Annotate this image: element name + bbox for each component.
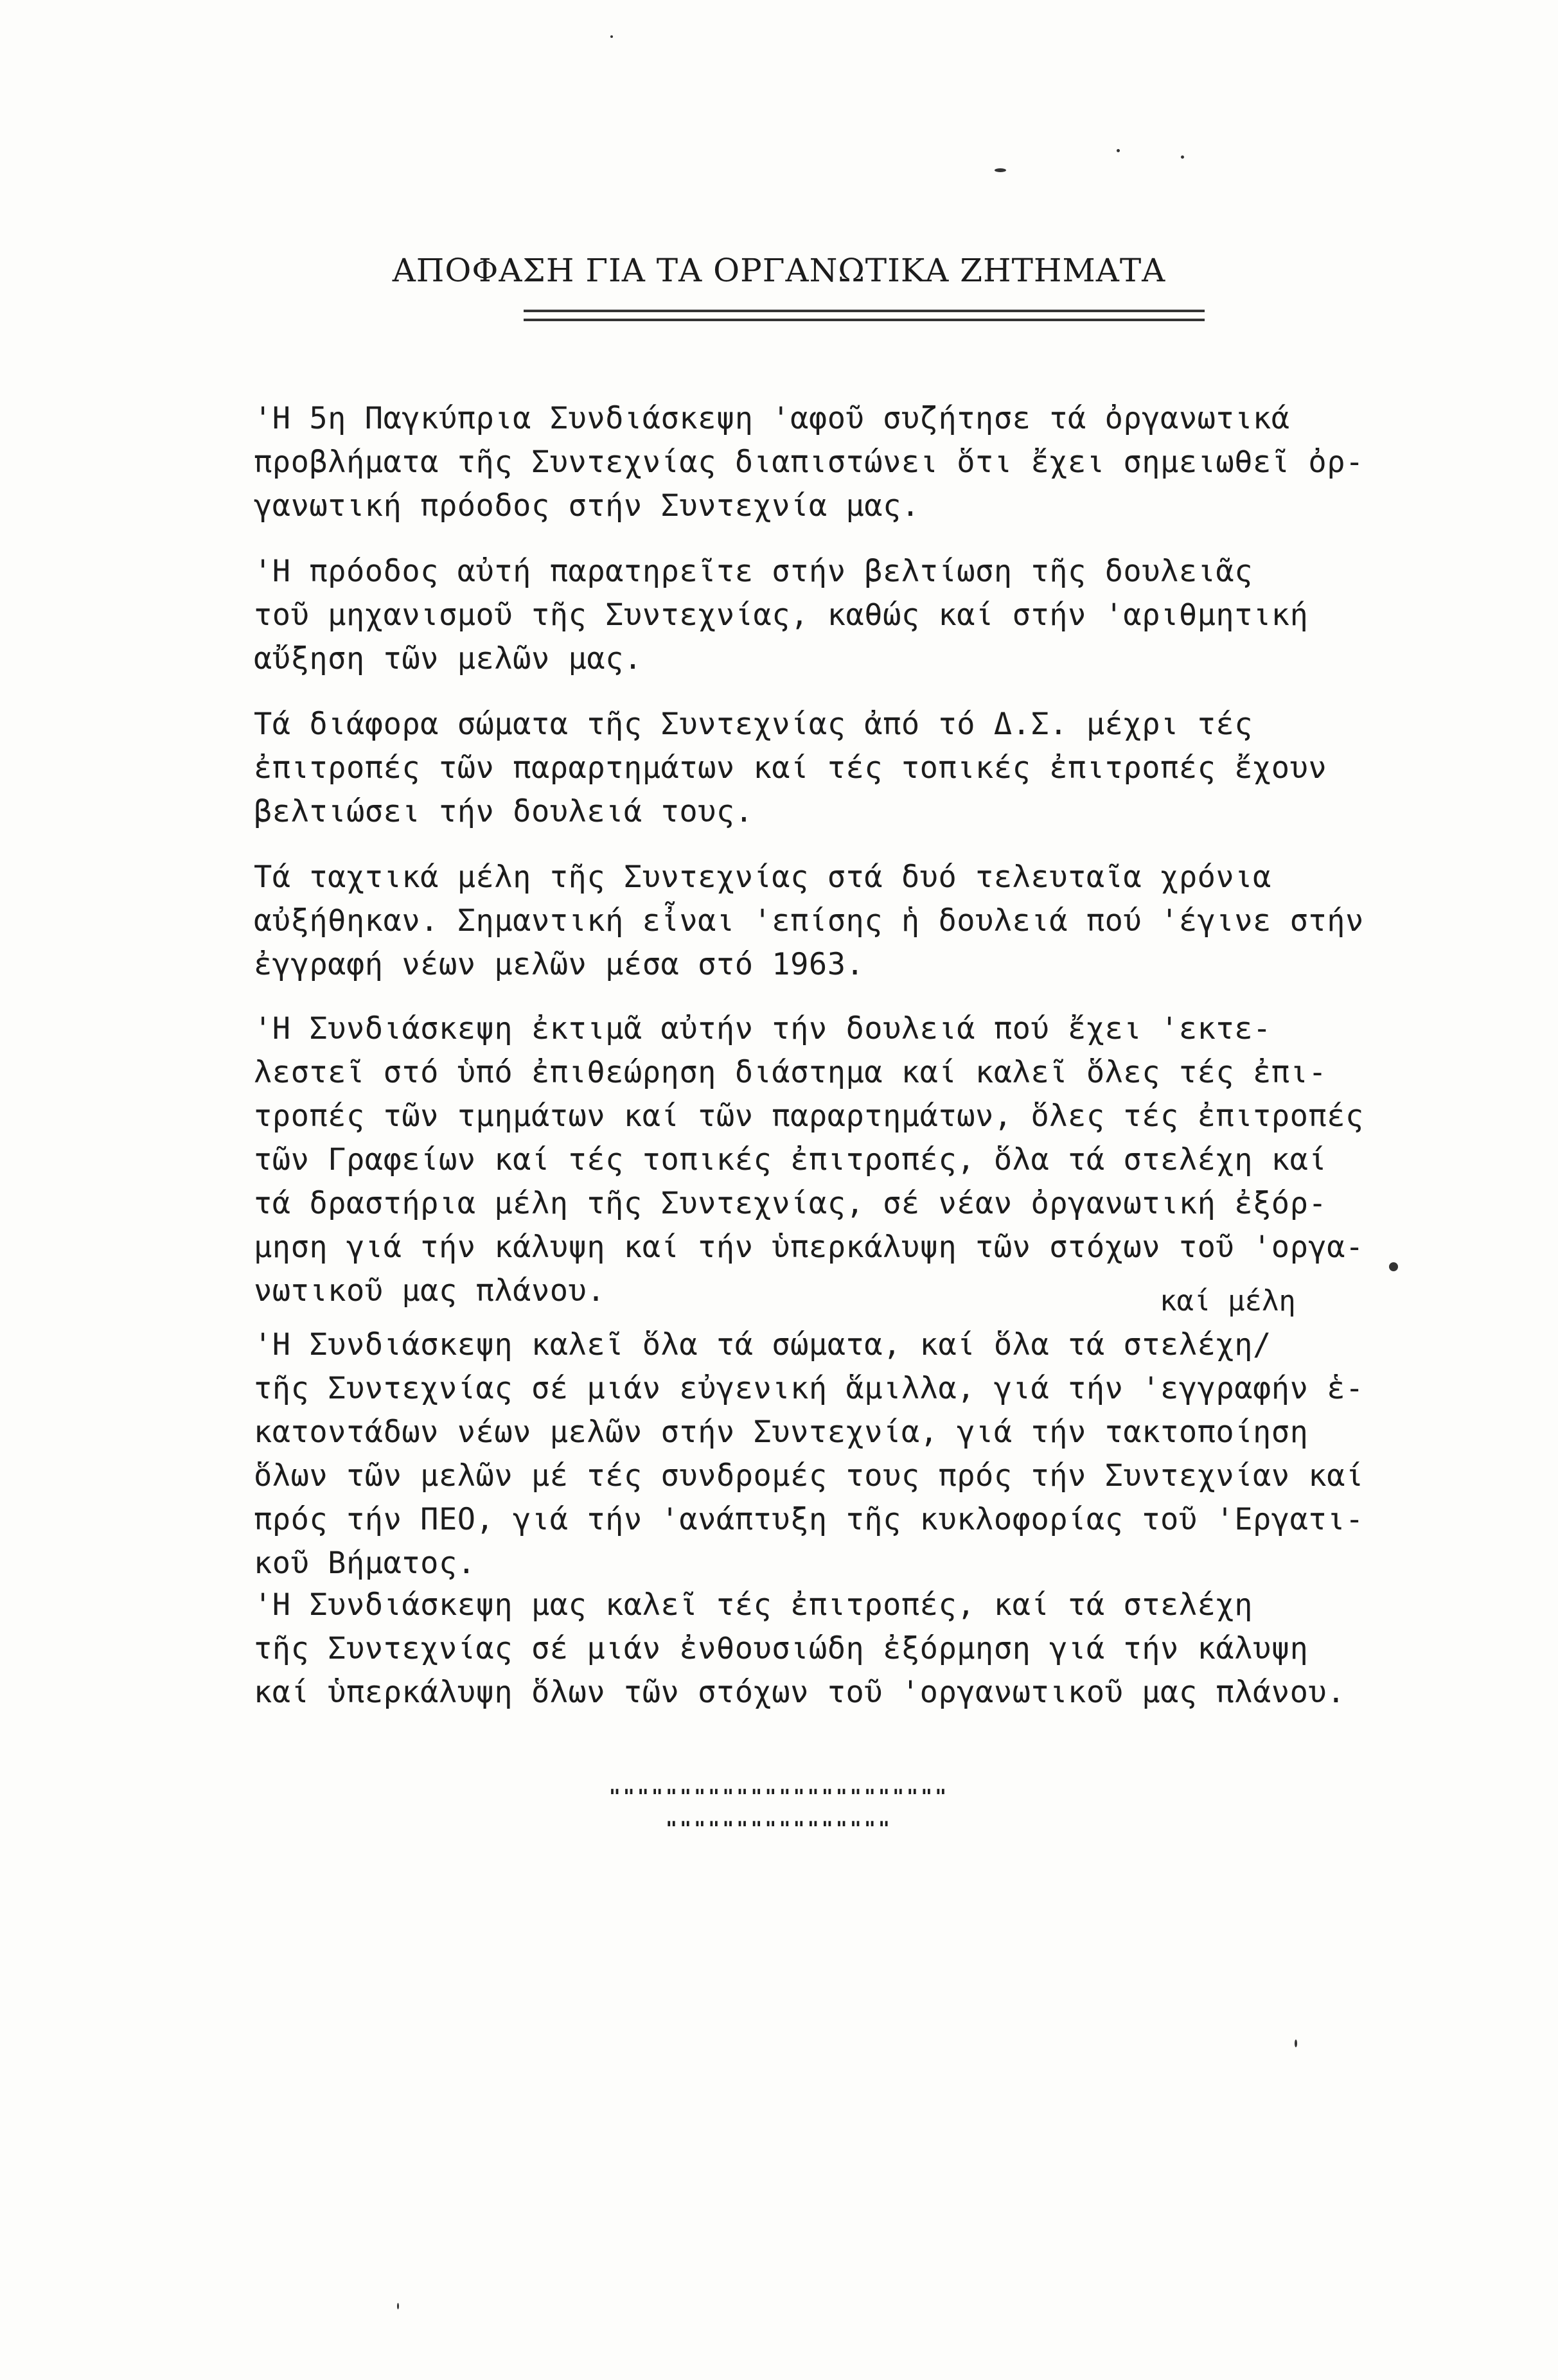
scan-speck [995, 168, 1006, 172]
text-line: τά δραστήρια μέλη τῆς Συντεχνίας, σέ νέαν ὀργανωτική ἐξόρ- [254, 1186, 1327, 1221]
scan-speck [1117, 149, 1120, 152]
text-line: 'Η πρόοδος αὐτή παρατηρεῖτε στήν βελτίωση τῆς δουλειᾶς [254, 554, 1253, 589]
text-line: αὔξηση τῶν μελῶν μας. [254, 641, 642, 676]
scan-speck [1389, 1262, 1398, 1271]
text-line: 'Η Συνδιάσκεψη μας καλεῖ τές ἐπιτροπές, καί τά στελέχη [254, 1587, 1253, 1623]
paragraph-5 [254, 1007, 1455, 1313]
text-line: τῆς Συντεχνίας σέ μιάν εὐγενική ἅμιλλα, γιά τήν 'εγγραφήν ἑ- [254, 1371, 1364, 1406]
title-underline-second [524, 319, 1205, 321]
text-line: προβλήματα τῆς Συντεχνίας διαπιστώνει ὅτι ἔχει σημειωθεῖ ὀρ- [254, 445, 1364, 480]
text-line: 'Η Συνδιάσκεψη ἐκτιμᾶ αὐτήν τήν δουλειά πού ἔχει 'εκτε- [254, 1011, 1271, 1046]
text-line: ἐγγραφή νέων μελῶν μέσα στό 1963. [254, 947, 865, 982]
paragraph-1 [254, 397, 1455, 528]
text-line: τῆς Συντεχνίας σέ μιάν ἐνθουσιώδη ἐξόρμηση γιά τήν κάλυψη [254, 1631, 1309, 1666]
text-line: κατοντάδων νέων μελῶν στήν Συντεχνία, γιά τήν τακτοποίηση [254, 1415, 1309, 1450]
text-line: Τά ταχτικά μέλη τῆς Συντεχνίας στά δυό τελευταῖα χρόνια [254, 859, 1271, 895]
text-line: Τά διάφορα σώματα τῆς Συντεχνίας ἀπό τό Δ.Σ. μέχρι τές [254, 707, 1253, 742]
scan-speck [397, 2303, 399, 2309]
document-title: ΑΠΟΦΑΣΗ ΓΙΑ ΤΑ ΟΡΓΑΝΩΤΙΚΑ ΖΗΤΗΜΑΤΑ [392, 252, 1166, 289]
paragraph-3 [254, 703, 1455, 834]
scan-speck [610, 35, 613, 38]
text-line: βελτιώσει τήν δουλειά τους. [254, 794, 754, 829]
text-line: ἐπιτροπές τῶν παραρτημάτων καί τές τοπικές ἐπιτροπές ἔχουν [254, 750, 1327, 786]
paragraph-4 [254, 856, 1455, 987]
title-underline [524, 310, 1205, 312]
text-line: τροπές τῶν τμημάτων καί τῶν παραρτημάτων, ὅλες τές ἐπιτροπές [254, 1098, 1364, 1134]
paragraph-2 [254, 550, 1455, 681]
text-line: ὅλων τῶν μελῶν μέ τές συνδρομές τους πρός τήν Συντεχνίαν καί [254, 1458, 1364, 1494]
text-line: αὐξήθηκαν. Σημαντική εἶναι 'επίσης ἡ δουλειά πού 'έγινε στήν [254, 903, 1364, 939]
text-line: καί ὑπερκάλυψη ὅλων τῶν στόχων τοῦ 'οργανωτικοῦ μας πλάνου. [254, 1675, 1345, 1710]
text-line: πρός τήν ΠΕΟ, γιά τήν 'ανάπτυξη τῆς κυκλοφορίας τοῦ 'Εργατι- [254, 1502, 1364, 1537]
text-line: λεστεῖ στό ὑπό ἐπιθεώρηση διάστημα καί καλεῖ ὅλες τές ἐπι- [254, 1055, 1327, 1090]
text-line: νωτικοῦ μας πλάνου. [254, 1273, 606, 1309]
text-line: γανωτική πρόοδος στήν Συντεχνία μας. [254, 488, 920, 524]
text-line: τοῦ μηχανισμοῦ τῆς Συντεχνίας, καθώς καί στήν 'αριθμητική [254, 597, 1309, 633]
text-line: 'Η 5η Παγκύπρια Συνδιάσκεψη 'αφοῦ συζήτησε τά ὀργανωτικά [254, 401, 1290, 436]
text-line: 'Η Συνδιάσκεψη καλεῖ ὅλα τά σώματα, καί ὅλα τά στελέχη/ [254, 1327, 1271, 1362]
text-line: τῶν Γραφείων καί τές τοπικές ἐπιτροπές, ὅλα τά στελέχη καί [254, 1142, 1327, 1177]
paragraph-7 [254, 1583, 1455, 1714]
handwritten-insertion: καί μέλη [1160, 1285, 1296, 1318]
text-line: μηση γιά τήν κάλυψη καί τήν ὑπερκάλυψη τῶν στόχων τοῦ 'οργα- [254, 1230, 1364, 1265]
end-marks-row-2: """""""""""""""" [666, 1818, 892, 1840]
paragraph-6 [254, 1323, 1455, 1585]
text-line: κοῦ Βήματος. [254, 1546, 476, 1581]
scan-speck [1295, 2040, 1297, 2047]
end-marks-row-1: """""""""""""""""""""""" [608, 1786, 950, 1808]
scan-speck [1181, 155, 1184, 159]
